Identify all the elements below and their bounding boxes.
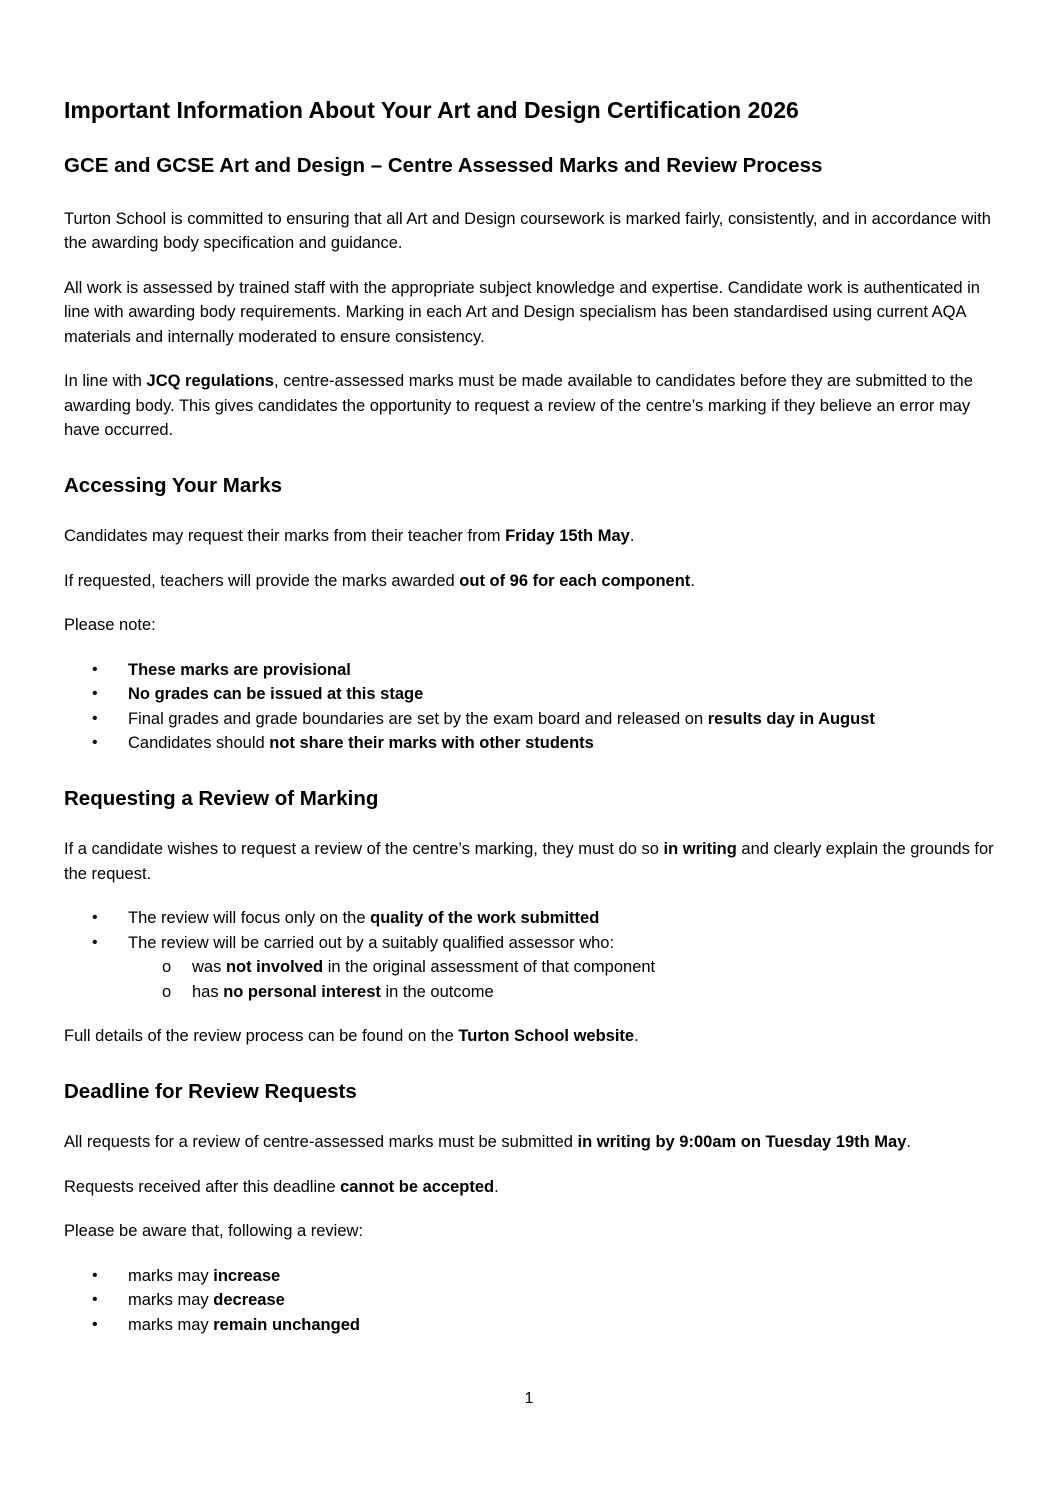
list-item (64, 658, 994, 683)
text-span: Candidates may request their marks from their teacher from (64, 527, 506, 546)
text-span: If a candidate wishes to request a review of the centre’s marking, they must do so (64, 840, 664, 859)
review-paragraph-1 (64, 837, 994, 886)
accessing-paragraph-1 (64, 524, 994, 549)
assessor-criteria-list (128, 955, 994, 1004)
text-span: decrease (213, 1291, 285, 1310)
list-item (64, 707, 994, 732)
text-span: not share their marks with other students (269, 734, 594, 753)
text-span: remain unchanged (213, 1315, 360, 1334)
jcq-regulations-text: JCQ regulations (146, 372, 274, 391)
text-span: marks may (128, 1291, 214, 1310)
text-span: . (494, 1177, 499, 1196)
intro-paragraph-1: Turton School is committed to ensuring that all Art and Design coursework is marked fairly, consistently, and in accordance with the awarding body specification and guidance. (64, 209, 991, 253)
accessing-bullet-list (64, 658, 994, 756)
marks-out-of-text: out of 96 for each component (459, 571, 691, 590)
deadline-paragraph-1 (64, 1130, 994, 1155)
accessing-paragraph-2 (64, 569, 994, 594)
text-span: No grades can be issued at this stage (128, 685, 424, 704)
sub-list-item (128, 980, 994, 1005)
text-span: Requests received after this deadline (64, 1177, 341, 1196)
text-span: . (629, 527, 635, 546)
text-span: results day in August (707, 709, 875, 728)
list-item (64, 682, 994, 707)
text-span: not involved (225, 958, 324, 977)
section-heading-accessing-marks: Accessing Your Marks (64, 473, 283, 497)
list-item (64, 1288, 994, 1313)
deadline-paragraph-3: Please be aware that, following a review: (64, 1222, 363, 1241)
text-span: If requested, teachers will provide the marks awarded (64, 571, 460, 590)
page-subtitle: GCE and GCSE Art and Design – Centre Assessed Marks and Review Process (64, 153, 823, 177)
text-span: cannot be accepted (340, 1177, 495, 1196)
page-title: Important Information About Your Art and Design Certification 2026 (64, 97, 799, 123)
text-span: , centre-assessed marks must be made available to candidates before they are submitted to the awarding body. This gives candidates the opportunity to request a review of the centre’s marking if they believe an error may have occurred. (64, 372, 973, 440)
section-heading-review: Requesting a Review of Marking (64, 786, 379, 810)
text-span: has (192, 982, 224, 1001)
text-span: and clearly explain the grounds for the request. (64, 840, 994, 883)
text-span: in the outcome (380, 982, 494, 1001)
text-span: The review will be carried out by a suitably qualified assessor who: (128, 933, 615, 952)
intro-paragraph-3 (64, 369, 994, 443)
please-note-text: Please note: (64, 616, 156, 635)
page-number: 1 (524, 1390, 534, 1407)
text-span: quality of the work submitted (370, 909, 600, 928)
text-span: Final grades and grade boundaries are set by the exam board and released on (128, 709, 708, 728)
text-span: marks may (128, 1266, 214, 1285)
text-span: The review will focus only on the (128, 909, 371, 928)
list-item (64, 906, 994, 931)
text-span: . (634, 1027, 639, 1046)
text-span: was (192, 958, 226, 977)
text-span: . (690, 571, 695, 590)
in-writing-text: in writing (663, 840, 737, 859)
deadline-date-text: in writing by 9:00am on Tuesday 19th May (577, 1133, 907, 1152)
text-span: . (906, 1133, 911, 1152)
outcome-bullet-list (64, 1264, 994, 1338)
section-heading-deadline: Deadline for Review Requests (64, 1079, 357, 1103)
list-item (64, 1264, 994, 1289)
text-span: in the original assessment of that component (323, 958, 656, 977)
list-item (64, 1313, 994, 1338)
intro-paragraph-2: All work is assessed by trained staff with the appropriate subject knowledge and expertise. Candidate work is authenticated in line with awarding body requirements. Marking in each Art and Design specialism has been standardised using current AQA materials and internally moderated to ensure consistency. (64, 278, 980, 346)
review-bullet-list (64, 906, 994, 1004)
text-span: Full details of the review process can be found on the (64, 1027, 459, 1046)
text-span: Candidates should (128, 734, 270, 753)
review-paragraph-2 (64, 1024, 994, 1049)
text-span: no personal interest (223, 982, 381, 1001)
text-span: These marks are provisional (128, 660, 351, 679)
school-website-text: Turton School website (458, 1027, 635, 1046)
release-date-text: Friday 15th May (505, 527, 630, 546)
deadline-paragraph-2 (64, 1175, 994, 1200)
list-item (64, 731, 994, 756)
text-span: increase (213, 1266, 281, 1285)
text-span: In line with (64, 372, 147, 391)
document-body (64, 96, 994, 1337)
text-span: All requests for a review of centre-assessed marks must be submitted (64, 1133, 578, 1152)
text-span: marks may (128, 1315, 214, 1334)
sub-list-item (128, 955, 994, 980)
list-item (64, 931, 994, 1005)
